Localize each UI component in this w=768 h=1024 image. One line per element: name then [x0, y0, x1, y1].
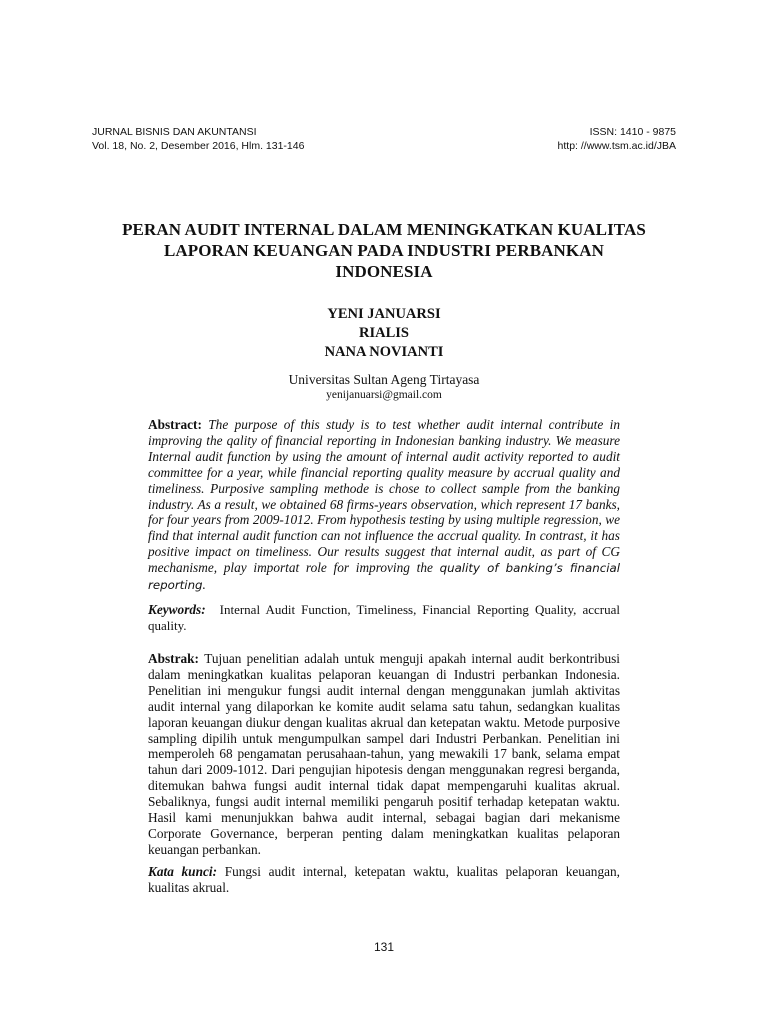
- abstrak-label: Abstrak: [148, 651, 195, 666]
- journal-name: JURNAL BISNIS DAN AKUNTANSI: [92, 126, 257, 138]
- abstract-english: Abstract: The purpose of this study is to test whether audit internal contribute in improving the qality of financial reporting in Indonesian banking industry. We measure Internal audit function by using the amount of internal audit activity reported to audit committee for a year, while financial reporting quality measure by accrual quality and timeliness. Purposive sampling methode is chose to collect sample from the banking industry. As a result, we obtained 68 firms-years observation, which represent 17 banks, for four years from 2009-1012. From hypothesis testing by using multiple regression, we find that internal audit function can not influence the accrual quality. In contrast, it has positive impact on timeliness. Our results suggest that internal audit, as part of CG mechanisme, play importat role for improving the quality of banking’s financial reporting.: [148, 417, 620, 593]
- abstract-indonesian: Abstrak: Tujuan penelitian adalah untuk menguji apakah internal audit berkontribusi dalam meningkatkan kualitas pelaporan keuangan di Industri perbankan Indonesia. Penelitian ini mengukur fungsi audit internal dengan menggunakan jumlah aktivitas audit internal yang dilaporkan ke komite audit selama satu tahun, sedangkan kualitas laporan keuangan diukur dengan kualitas akrual dan ketepatan waktu. Metode purposive sampling dipilih untuk mengumpulkan sampel dari Industri Perbankan. Penelitian ini memperoleh 68 pengamatan perusahaan-tahun, yang mewakili 17 bank, selama empat tahun dari 2009-1012. Dari pengujian hipotesis dengan menggunakan regresi berganda, ditemukan bahwa fungsi audit internal tidak dapat mempengaruhi kualitas akrual. Sebaliknya, fungsi audit internal memiliki pengaruh positif terhadap ketepatan waktu. Hasil kami menunjukkan bahwa audit internal, sebagai bagian dari mekanisme Corporate Governance, berperan penting dalam meningkatkan kualitas pelaporan keuangan perbankan.: [148, 651, 620, 857]
- author-name: NANA NOVIANTI: [324, 344, 444, 360]
- author-list: [120, 305, 648, 362]
- volume-info: Vol. 18, No. 2, Desember 2016, Hlm. 131-146: [92, 140, 305, 152]
- kata-kunci: Kata kunci: Fungsi audit internal, ketepatan waktu, kualitas pelaporan keuangan, kualitas akrual.: [148, 864, 620, 895]
- kata-kunci-label: Kata kunci: [148, 864, 213, 879]
- page-number: 131: [373, 940, 395, 954]
- abstract-text: The purpose of this study is to test whether audit internal contribute in improving the qality of financial reporting in Indonesian banking industry. We measure Internal audit function by using the amount of internal audit activity reported to audit committee for a year, while financial reporting quality measure by accrual quality and timeliness. Purposive sampling methode is chose to collect sample from the banking industry. As a result, we obtained 68 firms-years observation, which represent 17 banks, for four years from 2009-1012. From hypothesis testing by using multiple regression, we find that internal audit function can not influence the accrual quality. In contrast, it has positive impact on timeliness. Our results suggest that internal audit, as part of CG mechanisme, play importat role for improving the: [148, 417, 620, 576]
- abstract-label: Abstract: [148, 417, 198, 432]
- kata-kunci-text: Fungsi audit internal, ketepatan waktu, kualitas pelaporan keuangan, kualitas akrual.: [148, 864, 620, 895]
- abstrak-text: Tujuan penelitian adalah untuk menguji apakah internal audit berkontribusi dalam meningkatkan kualitas pelaporan keuangan di Industri perbankan Indonesia. Penelitian ini mengukur fungsi audit internal dengan menggunakan jumlah aktivitas audit internal yang dilaporkan ke komite audit selama satu tahun, sedangkan kualitas laporan keuangan diukur dengan kualitas akrual dan ketepatan waktu. Metode purposive sampling dipilih untuk mengumpulkan sampel dari Industri Perbankan. Penelitian ini memperoleh 68 pengamatan perusahaan-tahun, yang mewakili 17 bank, selama empat tahun dari 2009-1012. Dari pengujian hipotesis dengan menggunakan regresi berganda, ditemukan bahwa fungsi audit internal tidak dapat mempengaruhi kualitas akrual. Sebaliknya, fungsi audit internal memiliki pengaruh positif terhadap ketepatan waktu. Hasil kami menunjukkan bahwa audit internal, sebagai bagian dari mekanisme Corporate Governance, berperan penting dalam meningkatkan kualitas pelaporan keuangan perbankan.: [148, 651, 620, 857]
- keywords: Keywords: Internal Audit Function, Timeliness, Financial Reporting Quality, accrual quality.: [148, 602, 620, 633]
- journal-url: http: //www.tsm.ac.id/JBA: [557, 140, 676, 152]
- author-name: RIALIS: [359, 325, 409, 341]
- keywords-label: Keywords: [148, 602, 202, 617]
- paper-title: PERAN AUDIT INTERNAL DALAM MENINGKATKAN KUALITAS LAPORAN KEUANGAN PADA INDUSTRI PERBANKAN INDONESIA: [122, 220, 646, 281]
- author-email: yenijanuarsi@gmail.com: [326, 389, 442, 401]
- journal-header-right: [558, 125, 676, 153]
- keywords-text: Internal Audit Function, Timeliness, Financial Reporting Quality, accrual quality.: [148, 602, 620, 633]
- issn: ISSN: 1410 - 9875: [589, 126, 676, 138]
- author-name: YENI JANUARSI: [327, 306, 441, 322]
- journal-header-left: [92, 125, 304, 153]
- affiliation: Universitas Sultan Ageng Tirtayasa: [288, 372, 480, 387]
- abstract-tail: quality of banking’s financial reporting: [148, 561, 620, 593]
